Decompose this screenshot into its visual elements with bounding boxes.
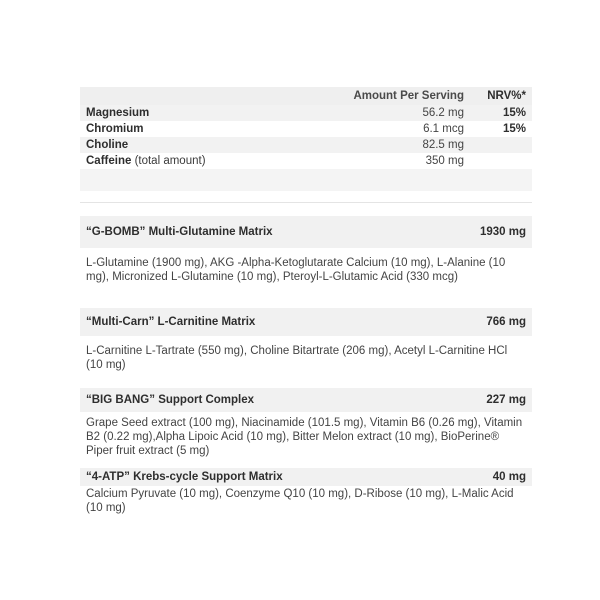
matrix-heading bbox=[80, 388, 532, 412]
header-nrv: NRV%* bbox=[487, 90, 526, 102]
nutrition-table bbox=[80, 87, 532, 191]
table-spacer bbox=[80, 169, 532, 191]
nutrient-nrv: 15% bbox=[502, 123, 526, 135]
nutrient-name: Choline bbox=[86, 139, 129, 151]
matrix-heading bbox=[80, 468, 532, 486]
nutrition-rows bbox=[80, 105, 532, 169]
nutrient-amount: 82.5 mg bbox=[422, 139, 464, 151]
nutrient-name: Magnesium bbox=[86, 107, 150, 119]
matrix-ingredients: L-Carnitine L-Tartrate (550 mg), Choline Bitartrate (206 mg), Acetyl L-Carnitine HCl (10 mg) bbox=[86, 345, 508, 371]
table-row bbox=[80, 121, 532, 137]
matrix-ingredients: Calcium Pyruvate (10 mg), Coenzyme Q10 (10 mg), D-Ribose (10 mg), L-Malic Acid (10 mg) bbox=[86, 488, 514, 514]
matrix-ingredients: L-Glutamine (1900 mg), AKG -Alpha-Ketoglutarate Calcium (10 mg), L-Alanine (10 mg), Micronized L-Glutamine (10 mg), Pteroyl-L-Glutamic Acid (330 mcg) bbox=[86, 257, 506, 283]
matrix-amount: 40 mg bbox=[492, 471, 526, 483]
matrix-heading bbox=[80, 308, 532, 336]
table-row bbox=[80, 153, 532, 169]
matrix-amount: 1930 mg bbox=[479, 226, 526, 238]
matrix-ingredients: Grape Seed extract (100 mg), Niacinamide (101.5 mg), Vitamin B6 (0.26 mg), Vitamin B2 (0.22 mg),Alpha Lipoic Acid (10 mg), Bitter Melon extract (10 mg), BioPerine® Piper fruit extract (5 mg) bbox=[86, 417, 523, 457]
nutrient-nrv: 15% bbox=[502, 107, 526, 119]
matrix-heading bbox=[80, 216, 532, 248]
nutrition-header-row bbox=[80, 87, 532, 105]
matrix-title: “G-BOMB” Multi-Glutamine Matrix bbox=[86, 226, 273, 238]
header-amount-per-serving: Amount Per Serving bbox=[353, 90, 464, 102]
table-row bbox=[80, 105, 532, 121]
matrix-amount: 766 mg bbox=[486, 316, 526, 328]
matrix-title: “BIG BANG” Support Complex bbox=[86, 394, 255, 406]
matrix-title: “4-ATP” Krebs-cycle Support Matrix bbox=[86, 471, 283, 483]
matrix-title: “Multi-Carn” L-Carnitine Matrix bbox=[86, 316, 256, 328]
matrix-list bbox=[80, 216, 532, 519]
nutrient-name: Chromium bbox=[86, 123, 144, 135]
nutrient-name: Caffeine bbox=[86, 155, 132, 167]
section-divider bbox=[80, 202, 532, 203]
matrix-amount: 227 mg bbox=[486, 394, 526, 406]
nutrient-amount: 350 mg bbox=[425, 155, 464, 167]
nutrient-amount: 56.2 mg bbox=[422, 107, 464, 119]
nutrient-amount: 6.1 mcg bbox=[423, 123, 464, 135]
table-row bbox=[80, 137, 532, 153]
nutrient-note: (total amount) bbox=[131, 155, 206, 167]
